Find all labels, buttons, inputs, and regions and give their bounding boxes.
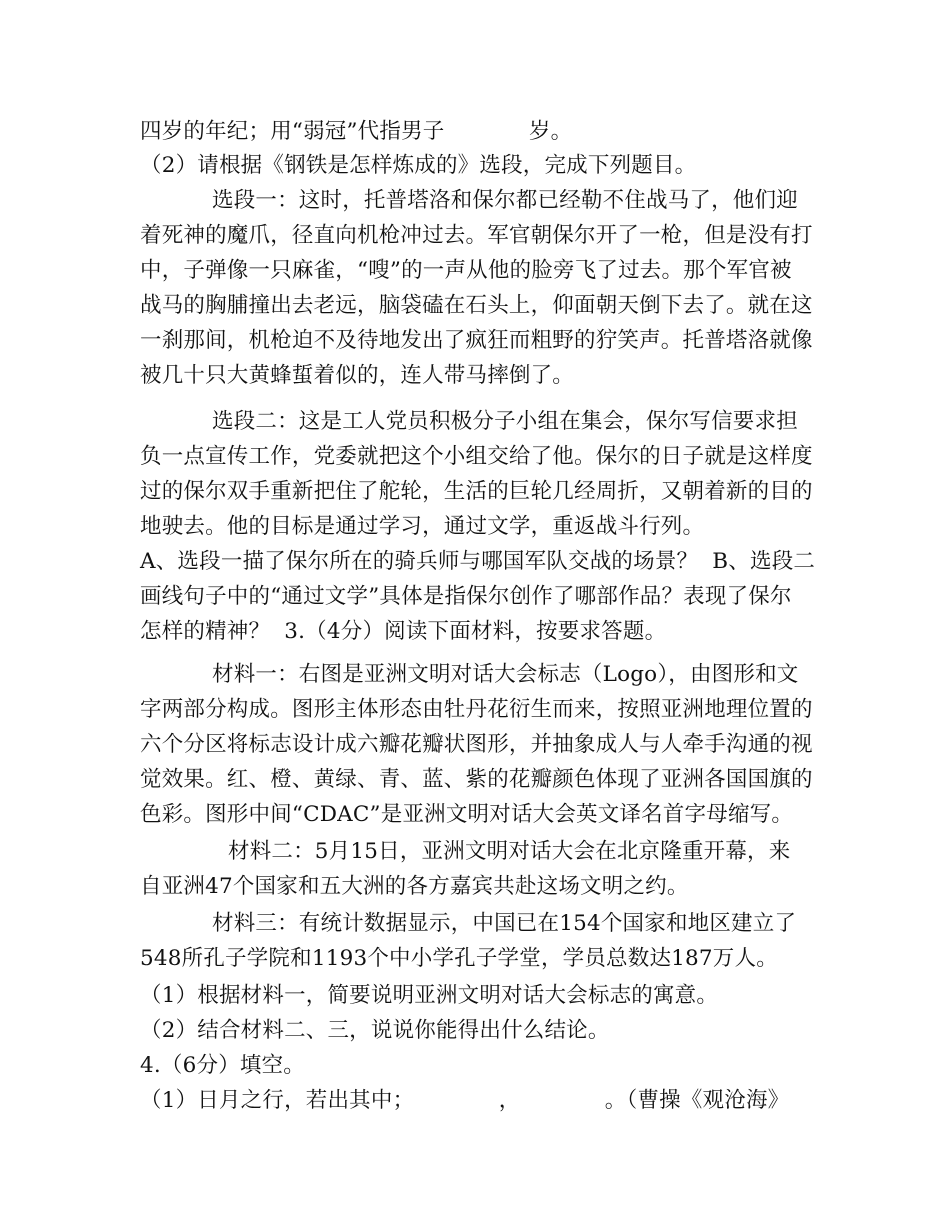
text-line: （1）日月之行，若出其中； ， 。（曹操《观沧海》 <box>140 1088 790 1113</box>
text-line: A、选段一描了保尔所在的骑兵师与哪国军队交战的场景？ B、选段二 <box>140 549 816 574</box>
text-line: 负一点宣传工作，党委就把这个小组交给了他。保尔的日子就是这样度 <box>140 444 813 469</box>
text-line: 自亚洲47个国家和五大洲的各方嘉宾共赴这场文明之约。 <box>140 874 689 899</box>
text-line: 选段二：这是工人党员积极分子小组在集会，保尔写信要求担 <box>212 409 798 434</box>
text-line: 怎样的精神？ 3.（4分）阅读下面材料，按要求答题。 <box>140 619 667 644</box>
text-line: （2）请根据《钢铁是怎样炼成的》选段，完成下列题目。 <box>140 153 697 178</box>
text-line: （2）结合材料二、三，说说你能得出什么结论。 <box>140 1018 610 1043</box>
text-line: 觉效果。红、橙、黄绿、青、蓝、紫的花瓣颜色体现了亚洲各国国旗的 <box>140 767 813 792</box>
text-line: 地驶去。他的目标是通过学习，通过文学，重返战斗行列。 <box>140 514 705 539</box>
text-line: 字两部分构成。图形主体形态由牡丹花衍生而来，按照亚洲地理位置的 <box>140 697 813 722</box>
text-line: 选段一：这时，托普塔洛和保尔都已经勒不住战马了，他们迎 <box>212 188 798 213</box>
text-line: 过的保尔双手重新把住了舵轮，生活的巨轮几经周折，又朝着新的目的 <box>140 479 813 504</box>
text-line: 中，子弹像一只麻雀，“嗖”的一声从他的脸旁飞了过去。那个军官被 <box>140 258 792 283</box>
text-line: 被几十只大黄蜂蜇着似的，连人带马摔倒了。 <box>140 363 575 388</box>
text-line: 一刹那间，机枪迫不及待地发出了疯狂而粗野的狞笑声。托普塔洛就像 <box>140 328 813 353</box>
text-line: 材料一：右图是亚洲文明对话大会标志（Logo），由图形和文 <box>212 662 799 687</box>
text-line: （1）根据材料一，简要说明亚洲文明对话大会标志的寓意。 <box>140 983 719 1008</box>
text-line: 色彩。图形中间“CDAC”是亚洲文明对话大会英文译名首字母缩写。 <box>140 802 794 827</box>
text-line: 四岁的年纪；用“弱冠”代指男子 岁。 <box>140 119 573 144</box>
text-line: 战马的胸脯撞出去老远，脑袋磕在石头上，仰面朝天倒下去了。就在这 <box>140 293 813 318</box>
text-line: 着死神的魔爪，径直向机枪冲过去。军官朝保尔开了一枪，但是没有打 <box>140 223 813 248</box>
text-line: 六个分区将标志设计成六瓣花瓣状图形，并抽象成人与人牵手沟通的视 <box>140 732 813 757</box>
text-line: 材料二：5月15日，亚洲文明对话大会在北京隆重开幕，来 <box>228 839 791 864</box>
text-line: 4.（6分）填空。 <box>140 1053 305 1078</box>
text-line: 材料三：有统计数据显示，中国已在154个国家和地区建立了 <box>212 911 797 936</box>
text-line: 548所孔子学院和1193个中小学孔子学堂，学员总数达187万人。 <box>140 946 778 971</box>
text-line: 画线句子中的“通过文学”具体是指保尔创作了哪部作品？表现了保尔 <box>140 584 792 609</box>
